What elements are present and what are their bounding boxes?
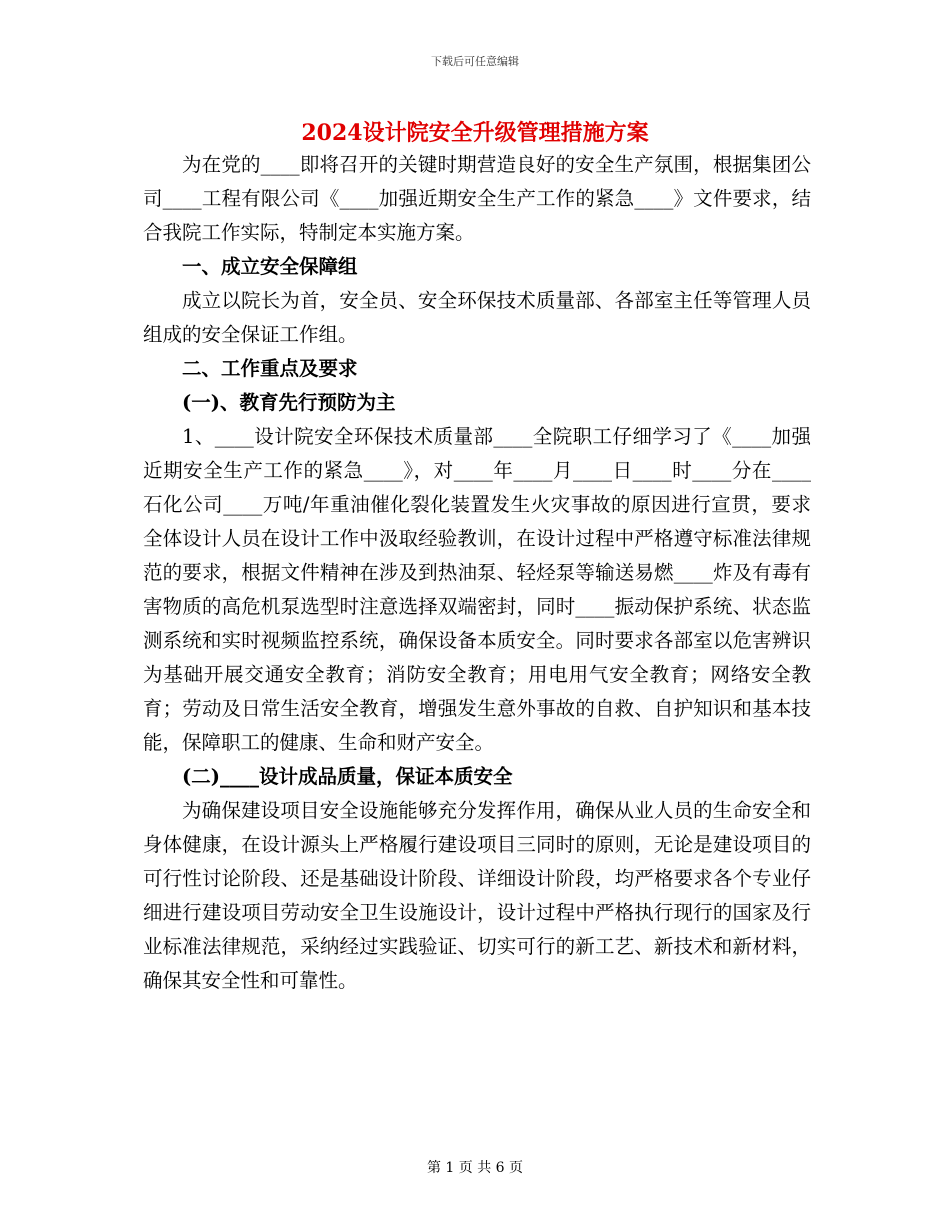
subsection-1-paragraph: 1、____设计院安全环保技术质量部____全院职工仔细学习了《____加强近期安全生产工作的紧急____》，对____年____月____日____时____分在____石化公司____万吨/年重油催化裂化装置发生火灾事故的原因进行宣贯，要求全体设计人员在设计工作中汲取经验教训，在设计过程中严格遵守标准法律规范的要求，根据文件精神在涉及到热油泵、轻烃泵等输送易燃____炸及有毒有害物质的高危机泵选型时注意选择双端密封，同时____振动保护系统、状态监测系统和实时视频监控系统，确保设备本质安全。同时要求各部室以危害辨识为基础开展交通安全教育；消防安全教育；用电用气安全教育；网络安全教育；劳动及日常生活安全教育，增强发生意外事故的自救、自护知识和基本技能，保障职工的健康、生命和财产安全。 — [143, 425, 811, 754]
section-1-paragraph: 成立以院长为首，安全员、安全环保技术质量部、各部室主任等管理人员组成的安全保证工作组。 — [143, 289, 811, 346]
header-note: 下载后可任意编辑 — [431, 55, 519, 68]
intro-paragraph: 为在党的____即将召开的关键时期营造良好的安全生产氛围，根据集团公司____工程有限公司《____加强近期安全生产工作的紧急____》文件要求，结合我院工作实际，特制定本实施方案。 — [143, 153, 811, 244]
subsection-2-paragraph: 为确保建设项目安全设施能够充分发挥作用，确保从业人员的生命安全和身体健康，在设计源头上严格履行建设项目三同时的原则，无论是建设项目的可行性讨论阶段、还是基础设计阶段、详细设计阶段，均严格要求各个专业仔细进行建设项目劳动安全卫生设施设计，设计过程中严格执行现行的国家及行业标准法律规范，采纳经过实践验证、切实可行的新工艺、新技术和新材料，确保其安全性和可靠性。 — [143, 799, 811, 992]
subsection-heading-2: (二)____设计成品质量，保证本质安全 — [182, 765, 513, 788]
document-title: 2024设计院安全升级管理措施方案 — [301, 120, 649, 146]
subsection-heading-1: (一)、教育先行预防为主 — [182, 391, 396, 414]
section-heading-1: 一、成立安全保障组 — [182, 255, 358, 278]
section-heading-2: 二、工作重点及要求 — [182, 357, 358, 380]
page-footer: 第 1 页 共 6 页 — [426, 1160, 524, 1176]
document-body — [143, 148, 811, 998]
